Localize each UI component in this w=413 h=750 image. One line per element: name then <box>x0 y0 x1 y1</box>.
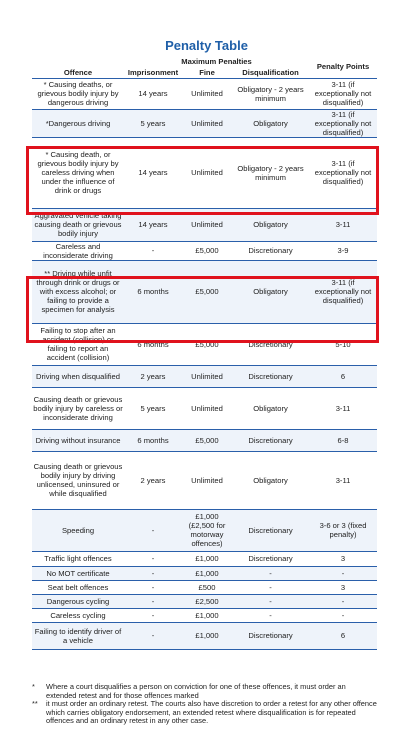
page-title: Penalty Table <box>165 38 248 53</box>
cell-imprisonment: 6 months <box>137 339 169 349</box>
table-row <box>32 509 377 551</box>
cell-fine: Unlimited <box>191 118 223 128</box>
table-row <box>32 78 377 109</box>
cell-disqualification: Discretionary <box>248 339 293 349</box>
cell-points: 3-6 or 3 (fixed penalty) <box>319 521 367 539</box>
cell-imprisonment: - <box>151 610 155 620</box>
cell-offence: Failing to stop after an accident (collision) or failing to report an accident (collision) <box>40 326 116 362</box>
cell-fine: £5,000 <box>195 339 219 349</box>
cell-fine: Unlimited <box>191 89 223 98</box>
cell-disqualification: Obligatory - 2 years minimum <box>237 84 304 103</box>
header-fine: Fine <box>199 67 215 77</box>
cell-imprisonment: - <box>151 554 155 563</box>
cell-offence: * Causing death, or grievous bodily injury by careless driving when under the influence of drink or drugs <box>37 150 119 195</box>
cell-imprisonment: 2 years <box>140 371 166 381</box>
cell-disqualification: Discretionary <box>248 246 293 255</box>
cell-disqualification: Obligatory <box>253 287 288 296</box>
cell-disqualification: Obligatory <box>253 220 288 229</box>
footnote-text: it must order an ordinary retest. The courts also have discretion to order a retest for any other offence which carries obligatory endorsement, an extended retest where disqualification is for repeated offences and an ordinary retest in any other case. <box>46 699 377 726</box>
cell-points: 3-11 (if exceptionally not disqualified) <box>314 159 372 186</box>
cell-points: - <box>341 610 345 620</box>
cell-points: 3-11 <box>335 220 351 229</box>
cell-imprisonment: - <box>151 631 155 640</box>
cell-fine: £1,000 <box>195 610 219 620</box>
cell-points: 3-11 <box>335 403 351 413</box>
cell-imprisonment: - <box>151 568 155 578</box>
table-row <box>32 387 377 429</box>
cell-disqualification: Obligatory <box>253 403 288 413</box>
footnote-text: Where a court disqualifies a person on conviction for one of these offences, it must order an extended retest and for those offences marked <box>46 682 346 700</box>
cell-offence: Driving when disqualified <box>36 371 120 381</box>
cell-points: 6-8 <box>337 435 349 445</box>
cell-disqualification: Discretionary <box>248 554 293 563</box>
cell-imprisonment: 5 years <box>140 118 166 128</box>
cell-disqualification: Discretionary <box>248 371 293 381</box>
table-row <box>32 608 377 622</box>
cell-disqualification: Obligatory - 2 years minimum <box>237 163 304 182</box>
cell-imprisonment: 6 months <box>137 287 169 296</box>
cell-fine: Unlimited <box>191 403 223 413</box>
cell-offence: Causing death or grievous bodily injury by careless or inconsiderate driving <box>33 394 123 422</box>
table-row <box>32 429 377 451</box>
cell-disqualification: - <box>269 610 272 620</box>
cell-offence: Traffic light offences <box>44 554 112 563</box>
cell-disqualification: - <box>269 568 272 578</box>
cell-imprisonment: - <box>151 596 155 606</box>
table-row <box>32 365 377 387</box>
cell-fine: £1,000 <box>195 631 219 640</box>
cell-offence: Seat belt offences <box>47 582 109 592</box>
cell-imprisonment: 2 years <box>140 475 166 485</box>
cell-imprisonment: 5 years <box>140 403 166 413</box>
cell-points: 3-11 <box>335 475 351 485</box>
cell-disqualification: - <box>269 582 272 592</box>
cell-fine: £5,000 <box>195 435 219 445</box>
cell-offence: Speeding <box>61 525 95 535</box>
cell-points: 3-11 (if exceptionally not disqualified) <box>314 80 372 107</box>
footnote-1 <box>32 683 377 700</box>
table-row <box>32 594 377 608</box>
footnote-mark: ** <box>32 699 38 709</box>
table-row <box>32 208 377 241</box>
cell-fine: £5,000 <box>195 246 219 255</box>
cell-imprisonment: - <box>151 246 155 255</box>
cell-points: 3-9 <box>337 246 349 255</box>
penalty-table <box>32 56 377 650</box>
cell-points: 3 <box>340 582 346 592</box>
cell-points: 3-11 (if exceptionally not disqualified) <box>314 278 372 305</box>
cell-points: 6 <box>340 631 346 640</box>
cell-disqualification: Discretionary <box>248 525 293 535</box>
cell-fine: £1,000 <box>195 568 219 578</box>
cell-points: 5-10 <box>335 339 351 349</box>
cell-points: 3 <box>340 554 346 563</box>
cell-offence: ** Driving while unfit through drink or drugs or with excess alcohol; or failing to provide a specimen for analysis <box>36 269 120 314</box>
cell-imprisonment: 6 months <box>137 435 169 445</box>
cell-offence: * Causing deaths, or grievous bodily injury by dangerous driving <box>37 80 119 107</box>
cell-fine: Unlimited <box>191 371 223 381</box>
header-imprisonment: Imprisonment <box>127 67 179 77</box>
cell-offence: Driving without insurance <box>35 435 121 445</box>
cell-imprisonment: - <box>151 525 155 535</box>
header-offence: Offence <box>63 67 93 77</box>
cell-offence: Careless and inconsiderate driving <box>43 241 113 260</box>
header-disqualification: Disqualification <box>242 67 299 77</box>
cell-offence: No MOT certificate <box>46 568 110 578</box>
table-row <box>32 566 377 580</box>
cell-offence: *Dangerous driving <box>45 118 111 128</box>
cell-fine: £1,000 <box>195 554 219 563</box>
cell-fine: £1,000 (£2,500 for motorway offences) <box>188 512 226 548</box>
cell-disqualification: Discretionary <box>248 631 293 640</box>
cell-offence: Failing to identify driver of a vehicle <box>34 626 122 645</box>
footnote-2 <box>32 700 377 726</box>
cell-imprisonment: 14 years <box>138 220 168 229</box>
cell-offence: Careless cycling <box>50 610 106 620</box>
cell-offence: Dangerous cycling <box>46 596 110 606</box>
table-row <box>32 323 377 365</box>
table-row <box>32 260 377 323</box>
cell-fine: Unlimited <box>191 168 223 177</box>
header-maximum-penalties: Maximum Penalties <box>181 57 252 66</box>
cell-disqualification: - <box>269 596 272 606</box>
cell-disqualification: Obligatory <box>253 118 288 128</box>
cell-disqualification: Obligatory <box>253 475 288 485</box>
cell-imprisonment: 14 years <box>138 168 168 177</box>
footnote-mark: * <box>32 682 35 691</box>
table-row <box>32 241 377 260</box>
cell-fine: £2,500 <box>195 596 219 606</box>
table-row <box>32 551 377 566</box>
cell-disqualification: Discretionary <box>248 435 293 445</box>
header-penalty-points: Penalty Points <box>316 62 370 72</box>
cell-points: 6 <box>340 371 346 381</box>
cell-points: - <box>341 568 345 578</box>
table-row <box>32 622 377 649</box>
cell-points: 3-11 (if exceptionally not disqualified) <box>314 109 372 137</box>
cell-fine: Unlimited <box>191 220 223 229</box>
table-row <box>32 451 377 509</box>
table-row <box>32 580 377 594</box>
cell-imprisonment: - <box>151 582 155 592</box>
cell-offence: Aggravated vehicle taking causing death or grievous bodily injury <box>34 211 122 238</box>
cell-imprisonment: 14 years <box>138 89 168 98</box>
cell-fine: Unlimited <box>191 475 223 485</box>
penalty-table-body <box>32 78 377 649</box>
cell-offence: Causing death or grievous bodily injury by driving unlicensed, uninsured or while disqualified <box>33 462 123 498</box>
table-row <box>32 109 377 137</box>
cell-points: - <box>341 596 345 606</box>
footnotes <box>32 683 377 726</box>
table-row <box>32 137 377 208</box>
cell-fine: £500 <box>198 582 216 592</box>
cell-fine: £5,000 <box>195 287 219 296</box>
